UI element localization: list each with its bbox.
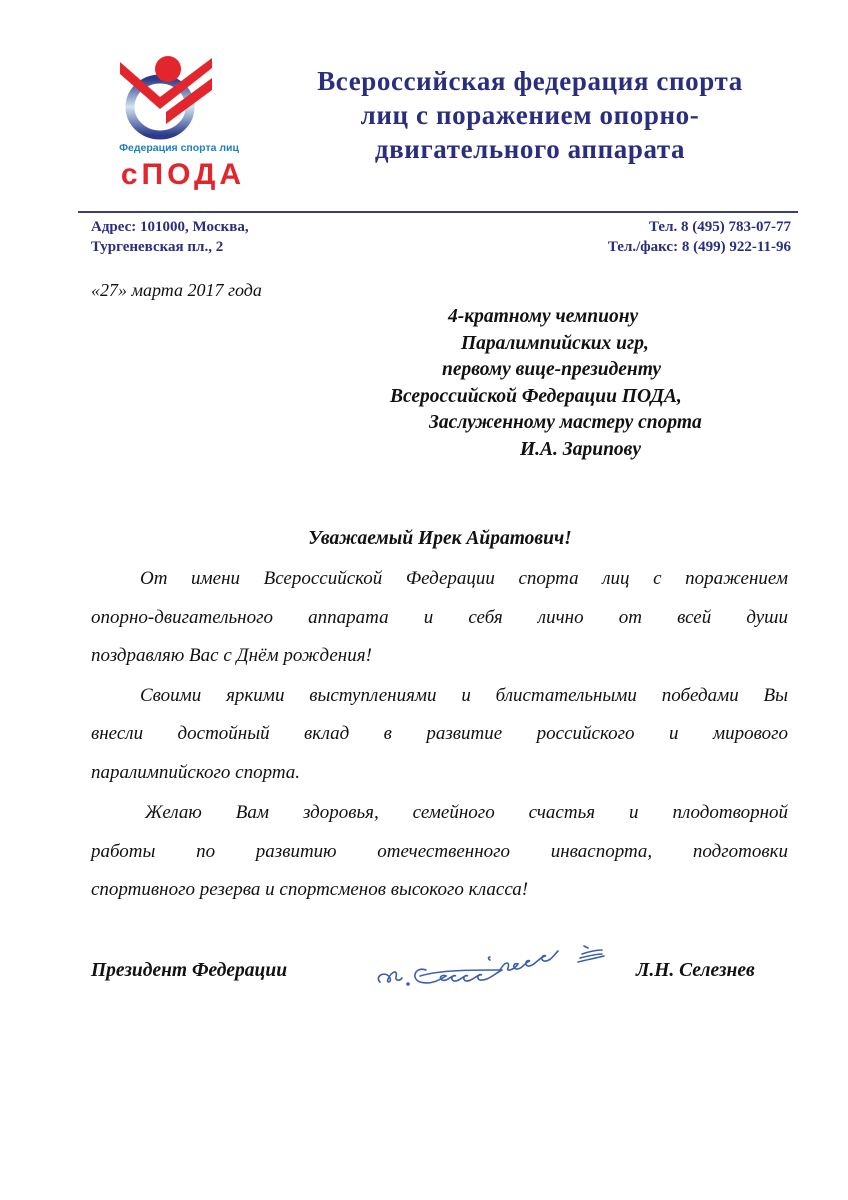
organization-title xyxy=(270,64,790,166)
body-line: работы по развитию отечественного инваспорта, подготовки xyxy=(91,841,788,862)
greeting: Уважаемый Ирек Айратович! xyxy=(308,528,572,549)
signatory-title: Президент Федерации xyxy=(91,960,288,981)
addressee-block xyxy=(380,304,800,463)
header-divider xyxy=(78,211,798,213)
logo-caption: Федерация спорта лиц xyxy=(119,142,239,154)
body-line: От имени Всероссийской Федерации спорта лиц с поражением xyxy=(140,568,788,589)
phone-block xyxy=(520,217,791,257)
letter-date: «27» марта 2017 года xyxy=(91,280,262,300)
addressee-line: 4-кратному чемпиону xyxy=(448,306,639,327)
addressee-line: И.А. Зарипову xyxy=(520,438,642,460)
organization-title-line: двигательного аппарата xyxy=(374,134,686,164)
logo-head xyxy=(155,56,181,82)
address-line: Тургеневская пл., 2 xyxy=(91,239,224,255)
logo-wordmark: сПОДА xyxy=(120,158,246,191)
body-line: внесли достойный вклад в развитие российского и мирового xyxy=(91,723,788,744)
address-line: Адрес: 101000, Москва, xyxy=(91,219,249,235)
body-line: Желаю Вам здоровья, семейного счастья и плодотворной xyxy=(145,802,788,823)
addressee-line: Заслуженному мастеру спорта xyxy=(429,412,702,433)
signatory-name: Л.Н. Селезнев xyxy=(636,960,755,981)
fax-number: Тел./факс: 8 (499) 922-11-96 xyxy=(607,239,791,255)
addressee-line: первому вице-президенту xyxy=(442,359,662,380)
body-line: паралимпийского спорта. xyxy=(91,762,301,783)
organization-title-line: лиц с поражением опорно- xyxy=(360,100,700,130)
organization-title-line: Всероссийская федерация спорта xyxy=(317,66,743,96)
addressee-line: Всероссийской Федерации ПОДА, xyxy=(390,385,682,407)
address-block xyxy=(91,217,249,257)
addressee-line: Паралимпийских игр, xyxy=(461,332,649,354)
body-line: Своими яркими выступлениями и блистательными победами Вы xyxy=(140,685,788,706)
body-line: поздравляю Вас с Днём рождения! xyxy=(91,645,372,666)
body-line: спортивного резерва и спортсменов высокого класса! xyxy=(91,879,529,900)
handwritten-signature xyxy=(300,940,630,990)
phone-number: Тел. 8 (495) 783-07-77 xyxy=(649,219,791,235)
body-line: опорно-двигательного аппарата и себя лично от всей души xyxy=(91,607,788,628)
